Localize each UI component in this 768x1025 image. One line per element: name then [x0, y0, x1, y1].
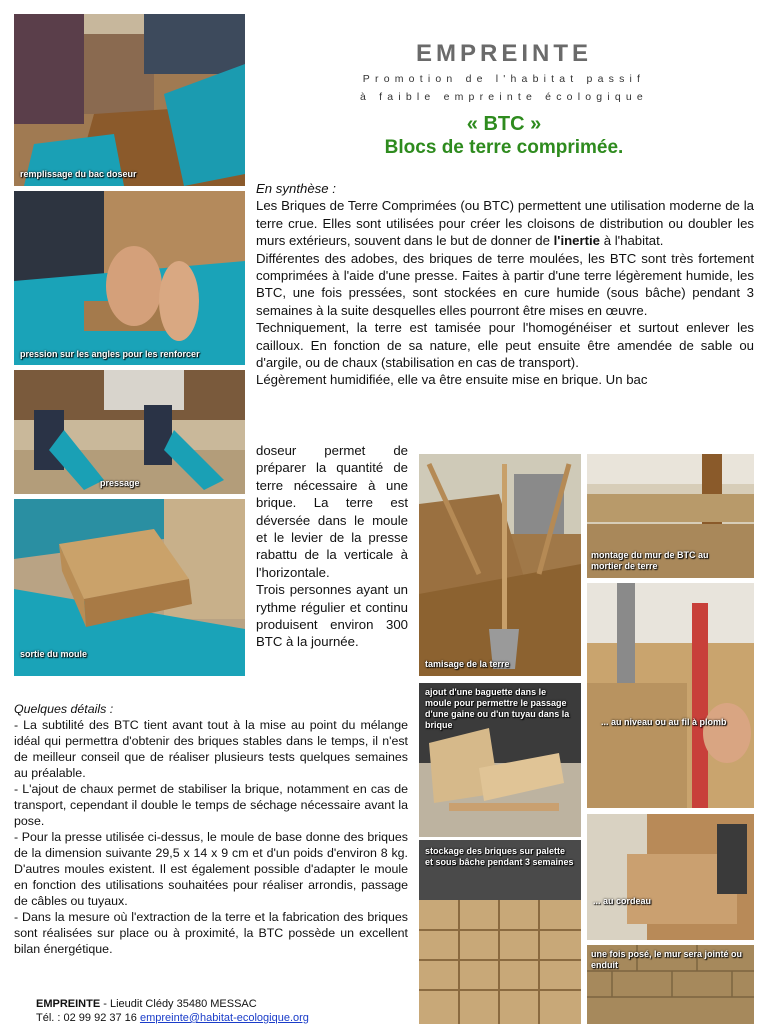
intro-paragraph-1 [256, 197, 754, 249]
column-text [256, 442, 408, 651]
photo-string-line [587, 814, 754, 940]
caption-plumb-level: ... au niveau ou au fil à plomb [601, 717, 727, 727]
caption-conduit-text: ajout d'une baguette dans le moule pour permettre le passage d'une gaine ou d'un tuyau dans la brique [425, 687, 570, 730]
footer-email-link[interactable]: empreinte@habitat-ecologique.org [139, 1012, 309, 1024]
footer-address: - Lieudit Clédy 35480 MESSAC [100, 998, 257, 1010]
photo-mold-exit [14, 499, 245, 676]
footer-contact-line [36, 1011, 309, 1025]
footer-tel: Tél. : 02 99 92 37 16 [36, 1012, 140, 1024]
photo-pressing-corners [14, 191, 245, 365]
photo-finished-wall [587, 945, 754, 1024]
footer-contact [36, 997, 309, 1025]
photo-filling-dosing-bin [14, 14, 245, 186]
caption-conduit [425, 687, 575, 731]
caption-wall-building [591, 550, 741, 572]
details-lead: Quelques détails : [14, 702, 114, 716]
p1-part-b: à l'habitat. [600, 233, 664, 249]
tagline-line-1: Promotion de l'habitat passif [362, 73, 646, 85]
intro-text [256, 180, 754, 389]
caption-mold-exit: sortie du moule [20, 649, 88, 659]
details-item-1: - La subtilité des BTC tient avant tout à la mise au point du mélange idéal qui permettra d'obtenir des briques stables dans le temps, il n'est de meilleur conseil que de réaliser plusieurs tests quelques semaines au préalable. [14, 718, 408, 780]
details-section [14, 701, 408, 957]
document-title [258, 112, 750, 160]
intro-paragraph-2: Différentes des adobes, des briques de terre moulées, les BTC sont très fortement comprimées à l'aide d'une presse. Faites à partir d'une terre légèrement humide, les BTC, une fois pressées, sont stockées en cure humide (sous bâche) pendant 3 semaines à la suite desquelles elles pourront être mises en œuvre. [256, 250, 754, 318]
caption-finished-wall [591, 949, 746, 971]
details-item-2: - L'ajout de chaux permet de stabiliser la brique, notamment en cas de transport, cependant il double le temps de séchage nécessaire avant la pose. [14, 782, 408, 828]
footer-address-line [36, 997, 309, 1011]
photo-storage-palette [419, 840, 581, 1024]
title-btc: « BTC » [466, 113, 542, 135]
footer-org: EMPREINTE [36, 998, 101, 1010]
caption-pressing-corners: pression sur les angles pour les renforcer [20, 349, 200, 359]
column-paragraph-2: Trois personnes ayant un rythme régulier et continu produisent environ 300 BTC à la journée. [256, 582, 408, 650]
intro-lead: En synthèse : [256, 181, 336, 196]
intro-paragraph-3: Techniquement, la terre est tamisée pour l'homogénéiser et surtout enlever les cailloux. En fonction de sa nature, elle peut ensuite être amendée de sable ou d'argile, ou de chaux (stabilisation en cas de transport). [256, 320, 754, 371]
photo-wall-building [587, 454, 754, 578]
org-name: EMPREINTE [415, 40, 592, 67]
caption-sieving: tamisage de la terre [425, 659, 510, 669]
brand-header [258, 40, 750, 104]
photo-conduit-baguette [419, 683, 581, 837]
title-subtitle: Blocs de terre comprimée. [384, 137, 624, 158]
caption-wall-building-text: montage du mur de BTC au mortier de terre [591, 550, 709, 571]
tagline-line-2: à faible empreinte écologique [360, 91, 648, 103]
caption-storage [425, 846, 575, 868]
photo-pressing [14, 370, 245, 494]
column-paragraph-1: doseur permet de préparer la quantité de terre nécessaire à une brique. La terre est déversée dans le moule et le levier de la presse rabattu de la verticale à l'horizontale. [256, 443, 408, 580]
details-item-3: - Pour la presse utilisée ci-dessus, le moule de base donne des briques de la dimension suivante 29,5 x 14 x 9 cm et d'un poids d'environ 8 kg. D'autres moules existent. Il est également possible d'adapter le moule en fonction des utilisations souhaitées pour réaliser arrondis, passage de câbles ou tuyaux. [14, 830, 408, 908]
photo-sieving [419, 454, 581, 676]
caption-pressing: pressage [100, 478, 140, 488]
p1-part-a: Les Briques de Terre Comprimées (ou BTC) permettent une utilisation moderne de la terre crue. Elles sont utilisées pour créer les cloisons de distribution ou doubler les murs extérieurs, souvent dans le but de donner de [256, 198, 754, 249]
caption-finished-wall-text: une fois posé, le mur sera jointé ou enduit [591, 949, 743, 970]
caption-storage-text: stockage des briques sur palette et sous bâche pendant 3 semaines [425, 846, 574, 867]
details-item-4: - Dans la mesure où l'extraction de la terre et la fabrication des briques sont réalisées sur place ou à proximité, la BTC possède un excellent bilan énergétique. [14, 910, 408, 956]
p1-bold: l'inertie [553, 233, 601, 249]
intro-paragraph-4: Légèrement humidifiée, elle va être ensuite mise en brique. Un bac [256, 372, 648, 388]
caption-string-line: ... au cordeau [593, 896, 652, 906]
caption-filling: remplissage du bac doseur [20, 169, 137, 179]
photo-plumb-level [587, 583, 754, 808]
